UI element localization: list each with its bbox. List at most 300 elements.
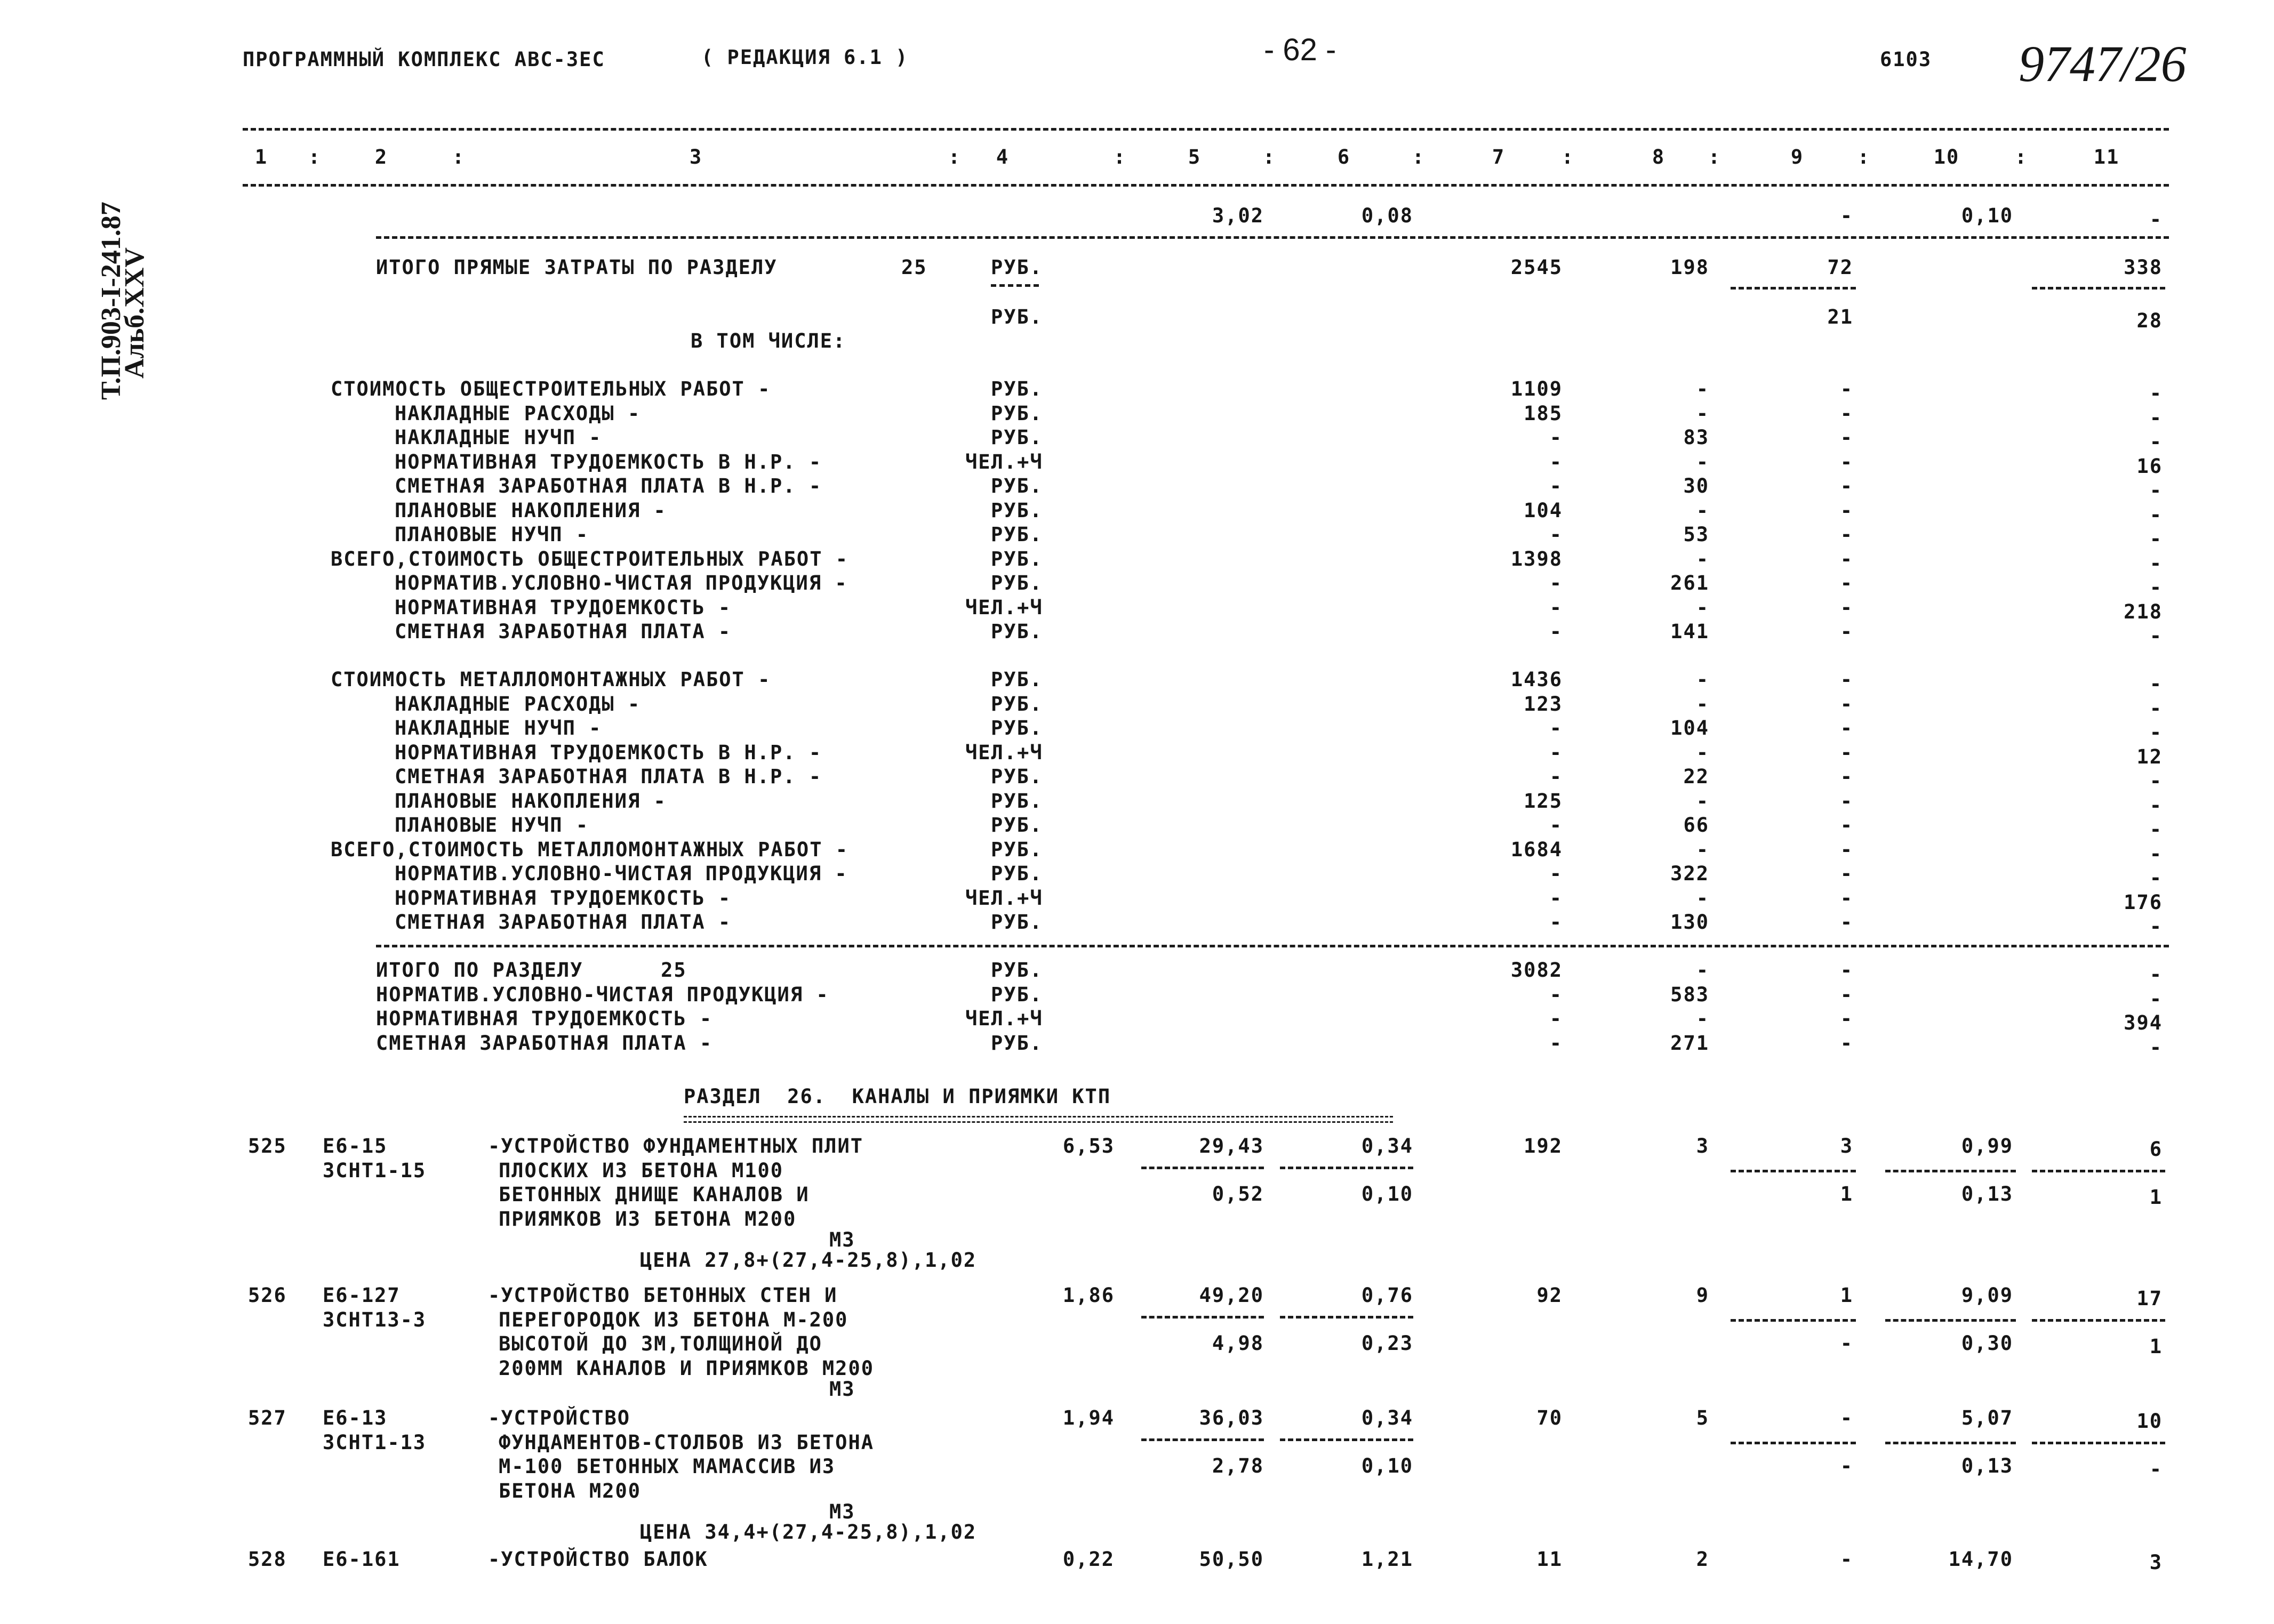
item-col9-b: - <box>1840 1454 1853 1477</box>
item-quantity: 1,86 <box>1062 1284 1115 1307</box>
metal-works-col8: - <box>1696 741 1709 764</box>
item-code-2: ЗСНТ1-15 <box>323 1159 427 1182</box>
section-total-label: СМЕТНАЯ ЗАРАБОТНАЯ ПЛАТА - <box>376 1031 713 1055</box>
section-total-col11: - <box>2149 1035 2163 1059</box>
section-heading: РАЗДЕЛ 26. КАНАЛЫ И ПРИЯМКИ КТП <box>684 1085 1111 1108</box>
general-works-col11: - <box>2149 576 2163 599</box>
direct-costs-col11b: 28 <box>2136 309 2163 332</box>
general-works-col8: 261 <box>1670 572 1709 594</box>
direct-costs-col11-rule <box>2032 287 2165 290</box>
general-works-col7: - <box>1549 572 1563 594</box>
general-works-col11: - <box>2149 382 2163 405</box>
item-col6: 1,21 <box>1361 1548 1413 1571</box>
item-description-line: ПЕРЕГОРОДОК ИЗ БЕТОНА М-200 <box>499 1308 848 1331</box>
metal-works-unit: РУБ. <box>991 814 1043 837</box>
metal-works-col11: 176 <box>2124 890 2163 914</box>
item-col5-rule <box>1141 1316 1264 1319</box>
section-total-col8: - <box>1696 959 1709 982</box>
section-total-col8: - <box>1696 1007 1709 1030</box>
general-works-col7: - <box>1549 620 1563 643</box>
item-col5: 29,43 <box>1199 1135 1264 1157</box>
metal-works-unit: РУБ. <box>991 668 1043 691</box>
general-works-col8: - <box>1696 547 1709 570</box>
metal-works-col11: - <box>2149 915 2163 938</box>
item-col10: 9,09 <box>1961 1284 2013 1307</box>
metal-works-unit: РУБ. <box>991 838 1043 861</box>
general-works-label: НОРМАТИВНАЯ ТРУДОЕМКОСТЬ - <box>395 596 732 619</box>
item-code-2: ЗСНТ1-13 <box>323 1430 427 1454</box>
general-works-col7: - <box>1549 426 1563 449</box>
item-col5-b: 4,98 <box>1212 1332 1264 1355</box>
column-separator: : <box>2014 146 2028 168</box>
general-works-col8: - <box>1696 596 1709 619</box>
general-works-unit: РУБ. <box>991 547 1043 570</box>
column-number: 2 <box>374 146 388 168</box>
item-col11-b: 1 <box>2149 1335 2163 1358</box>
general-works-col9: - <box>1840 547 1853 570</box>
general-works-col8: 53 <box>1683 523 1709 546</box>
section-total-col11: - <box>2149 963 2163 986</box>
metal-works-col7: 123 <box>1524 692 1563 715</box>
item-col7: 70 <box>1536 1406 1563 1429</box>
general-works-col7: 104 <box>1524 499 1563 522</box>
direct-costs-col11: 338 <box>2124 256 2163 279</box>
item-col6: 0,34 <box>1361 1135 1413 1157</box>
metal-works-col7: - <box>1549 765 1563 788</box>
item-col10-b: 0,13 <box>1961 1454 2013 1477</box>
general-works-col7: 1109 <box>1510 377 1563 400</box>
item-col10-b: 0,30 <box>1961 1332 2013 1355</box>
metal-works-label: СМЕТНАЯ ЗАРАБОТНАЯ ПЛАТА В Н.Р. - <box>395 765 822 788</box>
item-unit: М3 <box>829 1500 855 1523</box>
item-col5: 36,03 <box>1199 1406 1264 1429</box>
item-description-line: -УСТРОЙСТВО БЕТОННЫХ СТЕН И <box>488 1284 838 1307</box>
general-works-col11: - <box>2149 527 2163 550</box>
column-number: 1 <box>254 146 268 168</box>
section-total-label: НОРМАТИВНАЯ ТРУДОЕМКОСТЬ - <box>376 1007 713 1030</box>
general-works-col11: 16 <box>2136 454 2163 478</box>
section-total-col7: - <box>1549 1031 1563 1055</box>
item-col9: - <box>1840 1548 1853 1571</box>
metal-works-col11: - <box>2149 769 2163 792</box>
carry-col5: 3,02 <box>1212 204 1264 227</box>
column-number: 10 <box>1933 146 1960 168</box>
item-price-note: ЦЕНА 27,8+(27,4-25,8),1,02 <box>640 1248 977 1272</box>
item-col6-rule <box>1280 1316 1413 1319</box>
item-code: Е6-127 <box>323 1284 401 1307</box>
general-works-col7: 185 <box>1524 401 1563 425</box>
item-col8: 9 <box>1696 1284 1709 1307</box>
metal-works-col11: 12 <box>2136 745 2163 768</box>
column-separator: : <box>452 146 466 168</box>
general-works-unit: ЧЕЛ.+Ч <box>965 450 1043 473</box>
item-col6-rule <box>1280 1438 1413 1441</box>
item-quantity: 0,22 <box>1062 1548 1115 1571</box>
page-number: - 62 - <box>1264 33 1336 67</box>
item-col11: 17 <box>2136 1287 2163 1310</box>
general-works-col7: - <box>1549 596 1563 619</box>
section-total-col8: 271 <box>1670 1031 1709 1055</box>
section-total-label: НОРМАТИВ.УСЛОВНО-ЧИСТАЯ ПРОДУКЦИЯ - <box>376 983 829 1006</box>
column-separator: : <box>1857 146 1871 168</box>
metal-works-label: ПЛАНОВЫЕ НУЧП - <box>395 814 589 837</box>
general-works-col11: - <box>2149 406 2163 429</box>
item-unit: М3 <box>829 1378 855 1401</box>
column-number: 3 <box>689 146 703 168</box>
section-total-col7: 3082 <box>1510 959 1563 982</box>
general-works-col11: - <box>2149 503 2163 526</box>
metal-works-col9: - <box>1840 886 1853 910</box>
general-works-col11: 218 <box>2124 600 2163 623</box>
carry-col11: - <box>2149 208 2163 231</box>
item-description-line: -УСТРОЙСТВО ФУНДАМЕНТНЫХ ПЛИТ <box>488 1135 864 1157</box>
general-works-label: ВСЕГО,СТОИМОСТЬ ОБЩЕСТРОИТЕЛЬНЫХ РАБОТ - <box>331 547 849 570</box>
metal-works-col9: - <box>1840 717 1853 739</box>
metal-works-col11: - <box>2149 793 2163 817</box>
metal-works-col11: - <box>2149 672 2163 695</box>
item-col10: 0,99 <box>1961 1135 2013 1157</box>
side-stamp <box>96 101 165 400</box>
metal-works-col7: 125 <box>1524 789 1563 813</box>
section-total-col8: 583 <box>1670 983 1709 1006</box>
general-works-unit: РУБ. <box>991 572 1043 594</box>
general-works-col9: - <box>1840 450 1853 473</box>
general-works-col7: - <box>1549 475 1563 497</box>
metal-works-col7: - <box>1549 886 1563 910</box>
general-works-unit: ЧЕЛ.+Ч <box>965 596 1043 619</box>
handwritten-number: 9747/26 <box>2019 35 2187 92</box>
general-works-label: ПЛАНОВЫЕ НУЧП - <box>395 523 589 546</box>
item-col11: 10 <box>2136 1410 2163 1433</box>
general-works-unit: РУБ. <box>991 475 1043 497</box>
item-description-line: ПРИЯМКОВ ИЗ БЕТОНА М200 <box>499 1207 797 1231</box>
metal-works-col7: - <box>1549 717 1563 739</box>
direct-costs-col9: 72 <box>1827 256 1853 279</box>
general-works-col9: - <box>1840 620 1853 643</box>
metal-works-col7: - <box>1549 741 1563 764</box>
item-col10: 5,07 <box>1961 1406 2013 1429</box>
item-col9-b: - <box>1840 1332 1853 1355</box>
side-stamp-line1: Т.П.903-I-241.87 <box>96 202 126 400</box>
general-works-label: ПЛАНОВЫЕ НАКОПЛЕНИЯ - <box>395 499 667 522</box>
item-description-line: БЕТОНА М200 <box>499 1479 642 1502</box>
metal-works-col11: - <box>2149 721 2163 744</box>
carry-col9: - <box>1840 204 1853 227</box>
section-total-col7: - <box>1549 1007 1563 1030</box>
direct-costs-unit-b: РУБ. <box>991 305 1043 328</box>
column-number: 4 <box>996 146 1010 168</box>
metal-works-col11: - <box>2149 842 2163 865</box>
general-works-col7: - <box>1549 450 1563 473</box>
metal-works-col9: - <box>1840 668 1853 691</box>
general-works-label: СТОИМОСТЬ ОБЩЕСТРОИТЕЛЬНЫХ РАБОТ - <box>331 377 771 400</box>
general-works-col9: - <box>1840 572 1853 594</box>
metal-works-label: ПЛАНОВЫЕ НАКОПЛЕНИЯ - <box>395 789 667 813</box>
column-number-bottom-rule <box>243 184 2169 187</box>
item-col9-rule <box>1731 1442 1856 1444</box>
item-col9: 3 <box>1840 1135 1853 1157</box>
item-code: Е6-161 <box>323 1548 401 1571</box>
metal-works-label: СТОИМОСТЬ МЕТАЛЛОМОНТАЖНЫХ РАБОТ - <box>331 668 771 691</box>
metal-works-col8: 130 <box>1670 911 1709 934</box>
metal-works-col7: - <box>1549 862 1563 885</box>
item-col7: 11 <box>1536 1548 1563 1571</box>
direct-costs-unit: РУБ. <box>991 256 1043 279</box>
item-description-line: ПЛОСКИХ ИЗ БЕТОНА М100 <box>499 1159 784 1182</box>
general-works-col9: - <box>1840 426 1853 449</box>
general-works-col9: - <box>1840 596 1853 619</box>
column-separator: : <box>308 146 322 168</box>
metal-works-label: НОРМАТИВНАЯ ТРУДОЕМКОСТЬ - <box>395 886 732 910</box>
column-separator: : <box>1262 146 1276 168</box>
column-separator: : <box>948 146 962 168</box>
item-col9-rule <box>1731 1170 1856 1172</box>
metal-works-col9: - <box>1840 741 1853 764</box>
item-col11: 3 <box>2149 1551 2163 1574</box>
general-works-col11: - <box>2149 624 2163 647</box>
item-col6-b: 0,10 <box>1361 1454 1413 1477</box>
metal-works-col9: - <box>1840 838 1853 861</box>
metal-works-col8: - <box>1696 838 1709 861</box>
section-total-col11: 394 <box>2124 1011 2163 1034</box>
metal-works-unit: РУБ. <box>991 862 1043 885</box>
general-works-col8: - <box>1696 499 1709 522</box>
direct-costs-col7: 2545 <box>1510 256 1563 279</box>
item-col11-rule <box>2032 1170 2165 1172</box>
column-number: 5 <box>1188 146 1202 168</box>
item-col7: 192 <box>1524 1135 1563 1157</box>
metal-works-unit: РУБ. <box>991 911 1043 934</box>
item-col6-rule <box>1280 1167 1413 1169</box>
section-total-unit: РУБ. <box>991 983 1043 1006</box>
item-description-line: -УСТРОЙСТВО БАЛОК <box>488 1548 708 1571</box>
carry-col10: 0,10 <box>1961 204 2013 227</box>
metal-works-col8: - <box>1696 692 1709 715</box>
metal-works-label: НОРМАТИВНАЯ ТРУДОЕМКОСТЬ В Н.Р. - <box>395 741 822 764</box>
column-separator: : <box>1561 146 1575 168</box>
item-number: 526 <box>248 1284 287 1307</box>
metal-works-unit: РУБ. <box>991 765 1043 788</box>
column-separator: : <box>1113 146 1127 168</box>
general-works-unit: РУБ. <box>991 499 1043 522</box>
item-col11: 6 <box>2149 1138 2163 1161</box>
section-total-rule <box>376 945 2169 947</box>
item-col10-b: 0,13 <box>1961 1183 2013 1205</box>
item-price-note: ЦЕНА 34,4+(27,4-25,8),1,02 <box>640 1520 977 1543</box>
metal-works-col11: - <box>2149 866 2163 889</box>
metal-works-unit: ЧЕЛ.+Ч <box>965 741 1043 764</box>
item-col5-b: 0,52 <box>1212 1183 1264 1205</box>
section-total-col9: - <box>1840 959 1853 982</box>
metal-works-col7: 1436 <box>1510 668 1563 691</box>
item-code-2: ЗСНТ13-3 <box>323 1308 427 1331</box>
section-total-unit: РУБ. <box>991 959 1043 982</box>
general-works-label: НОРМАТИВ.УСЛОВНО-ЧИСТАЯ ПРОДУКЦИЯ - <box>395 572 848 594</box>
general-works-col9: - <box>1840 499 1853 522</box>
metal-works-col9: - <box>1840 789 1853 813</box>
section-total-label: ИТОГО ПО РАЗДЕЛУ 25 <box>376 959 687 982</box>
section-total-col9: - <box>1840 1007 1853 1030</box>
item-col6: 0,76 <box>1361 1284 1413 1307</box>
direct-costs-label: ИТОГО ПРЯМЫЕ ЗАТРАТЫ ПО РАЗДЕЛУ <box>376 256 778 279</box>
item-col5: 50,50 <box>1199 1548 1264 1571</box>
column-number: 8 <box>1652 146 1666 168</box>
direct-costs-section: 25 <box>901 256 927 279</box>
item-col6-b: 0,10 <box>1361 1183 1413 1205</box>
metal-works-col9: - <box>1840 692 1853 715</box>
item-col5-b: 2,78 <box>1212 1454 1264 1477</box>
metal-works-unit: ЧЕЛ.+Ч <box>965 886 1043 910</box>
metal-works-col8: - <box>1696 668 1709 691</box>
item-col9: - <box>1840 1406 1853 1429</box>
section-total-col9: - <box>1840 983 1853 1006</box>
item-number: 525 <box>248 1135 287 1157</box>
item-col7: 92 <box>1536 1284 1563 1307</box>
metal-works-label: НАКЛАДНЫЕ НУЧП - <box>395 717 602 739</box>
item-col10-rule <box>1885 1319 2016 1322</box>
section-heading-underline <box>684 1116 1393 1117</box>
item-col6-b: 0,23 <box>1361 1332 1413 1355</box>
item-col9-b: 1 <box>1840 1183 1853 1205</box>
metal-works-label: НАКЛАДНЫЕ РАСХОДЫ - <box>395 692 641 715</box>
general-works-col11: - <box>2149 479 2163 502</box>
general-works-col9: - <box>1840 401 1853 425</box>
item-col5-rule <box>1141 1167 1264 1169</box>
direct-costs-col8: 198 <box>1670 256 1709 279</box>
general-works-unit: РУБ. <box>991 523 1043 546</box>
item-description-line: ВЫСОТОЙ ДО 3М,ТОЛЩИНОЙ ДО <box>499 1332 822 1355</box>
item-col11-b: 1 <box>2149 1186 2163 1209</box>
general-works-col8: 141 <box>1670 620 1709 643</box>
general-works-col9: - <box>1840 377 1853 400</box>
metal-works-col8: - <box>1696 886 1709 910</box>
metal-works-col8: 322 <box>1670 862 1709 885</box>
summary-top-rule <box>376 236 2169 239</box>
including-label: В ТОМ ЧИСЛЕ: <box>691 329 846 352</box>
column-number: 11 <box>2093 146 2120 168</box>
item-number: 527 <box>248 1406 287 1429</box>
direct-costs-col9-rule <box>1731 287 1856 290</box>
metal-works-label: ВСЕГО,СТОИМОСТЬ МЕТАЛЛОМОНТАЖНЫХ РАБОТ - <box>331 838 849 861</box>
item-col11-rule <box>2032 1319 2165 1322</box>
item-description-line: 200ММ КАНАЛОВ И ПРИЯМКОВ М200 <box>499 1356 875 1380</box>
item-col8: 2 <box>1696 1548 1709 1571</box>
general-works-unit: РУБ. <box>991 401 1043 425</box>
metal-works-unit: РУБ. <box>991 789 1043 813</box>
item-col5: 49,20 <box>1199 1284 1264 1307</box>
metal-works-col9: - <box>1840 911 1853 934</box>
carry-col6: 0,08 <box>1361 204 1413 227</box>
item-code: Е6-15 <box>323 1135 388 1157</box>
item-quantity: 6,53 <box>1062 1135 1115 1157</box>
metal-works-col8: 66 <box>1683 814 1709 837</box>
metal-works-col9: - <box>1840 765 1853 788</box>
general-works-col8: - <box>1696 377 1709 400</box>
metal-works-unit: РУБ. <box>991 692 1043 715</box>
item-description-line: БЕТОННЫХ ДНИЩЕ КАНАЛОВ И <box>499 1183 810 1206</box>
section-total-unit: ЧЕЛ.+Ч <box>965 1007 1043 1030</box>
item-description-line: ФУНДАМЕНТОВ-СТОЛБОВ ИЗ БЕТОНА <box>499 1430 875 1454</box>
column-separator: : <box>1708 146 1721 168</box>
general-works-unit: РУБ. <box>991 426 1043 449</box>
general-works-label: НАКЛАДНЫЕ НУЧП - <box>395 426 602 449</box>
item-col9: 1 <box>1840 1284 1853 1307</box>
general-works-col8: - <box>1696 450 1709 473</box>
item-unit: М3 <box>829 1228 855 1251</box>
item-description-line: -УСТРОЙСТВО <box>488 1406 631 1429</box>
metal-works-label: СМЕТНАЯ ЗАРАБОТНАЯ ПЛАТА - <box>395 911 732 934</box>
section-total-unit: РУБ. <box>991 1031 1043 1055</box>
general-works-col9: - <box>1840 475 1853 497</box>
section-heading-underline-2 <box>684 1121 1393 1123</box>
table-top-rule <box>243 128 2169 131</box>
item-col10: 14,70 <box>1948 1548 2013 1571</box>
item-col11-rule <box>2032 1442 2165 1444</box>
column-number: 9 <box>1790 146 1804 168</box>
general-works-label: НАКЛАДНЫЕ РАСХОДЫ - <box>395 401 641 425</box>
item-col11-b: - <box>2149 1458 2163 1481</box>
metal-works-label: НОРМАТИВ.УСЛОВНО-ЧИСТАЯ ПРОДУКЦИЯ - <box>395 862 848 885</box>
section-total-col11: - <box>2149 987 2163 1010</box>
item-col10-rule <box>1885 1170 2016 1172</box>
direct-costs-col9b: 21 <box>1827 305 1853 328</box>
column-number: 7 <box>1492 146 1506 168</box>
general-works-label: НОРМАТИВНАЯ ТРУДОЕМКОСТЬ В Н.Р. - <box>395 450 822 473</box>
general-works-col8: - <box>1696 401 1709 425</box>
item-col8: 5 <box>1696 1406 1709 1429</box>
metal-works-col11: - <box>2149 818 2163 841</box>
item-col9-rule <box>1731 1319 1856 1322</box>
document-code: 6103 <box>1880 48 1932 71</box>
metal-works-col8: - <box>1696 789 1709 813</box>
metal-works-unit: РУБ. <box>991 717 1043 739</box>
metal-works-col9: - <box>1840 862 1853 885</box>
direct-costs-unit-rule <box>991 284 1039 287</box>
metal-works-col7: 1684 <box>1510 838 1563 861</box>
general-works-unit: РУБ. <box>991 377 1043 400</box>
metal-works-col11: - <box>2149 696 2163 720</box>
item-description-line: М-100 БЕТОННЫХ МАМАССИВ ИЗ <box>499 1455 836 1478</box>
edition-label: ( РЕДАКЦИЯ 6.1 ) <box>701 46 909 69</box>
side-stamp-line2: Альб.XXV <box>119 247 150 379</box>
general-works-col8: 83 <box>1683 426 1709 449</box>
general-works-col7: - <box>1549 523 1563 546</box>
metal-works-col7: - <box>1549 911 1563 934</box>
metal-works-col8: 22 <box>1683 765 1709 788</box>
metal-works-col7: - <box>1549 814 1563 837</box>
item-code: Е6-13 <box>323 1406 388 1429</box>
general-works-col7: 1398 <box>1510 547 1563 570</box>
program-title: ПРОГРАММНЫЙ КОМПЛЕКС АВС-ЗЕС <box>243 48 605 71</box>
general-works-unit: РУБ. <box>991 620 1043 643</box>
item-quantity: 1,94 <box>1062 1406 1115 1429</box>
section-total-col7: - <box>1549 983 1563 1006</box>
general-works-col11: - <box>2149 430 2163 453</box>
item-number: 528 <box>248 1548 287 1571</box>
column-number: 6 <box>1337 146 1351 168</box>
section-total-col9: - <box>1840 1031 1853 1055</box>
general-works-col8: 30 <box>1683 475 1709 497</box>
item-col5-rule <box>1141 1438 1264 1441</box>
metal-works-col8: 104 <box>1670 717 1709 739</box>
item-col10-rule <box>1885 1442 2016 1444</box>
item-col6: 0,34 <box>1361 1406 1413 1429</box>
item-col8: 3 <box>1696 1135 1709 1157</box>
general-works-col11: - <box>2149 551 2163 575</box>
general-works-col9: - <box>1840 523 1853 546</box>
general-works-label: СМЕТНАЯ ЗАРАБОТНАЯ ПЛАТА В Н.Р. - <box>395 475 822 497</box>
general-works-label: СМЕТНАЯ ЗАРАБОТНАЯ ПЛАТА - <box>395 620 732 643</box>
